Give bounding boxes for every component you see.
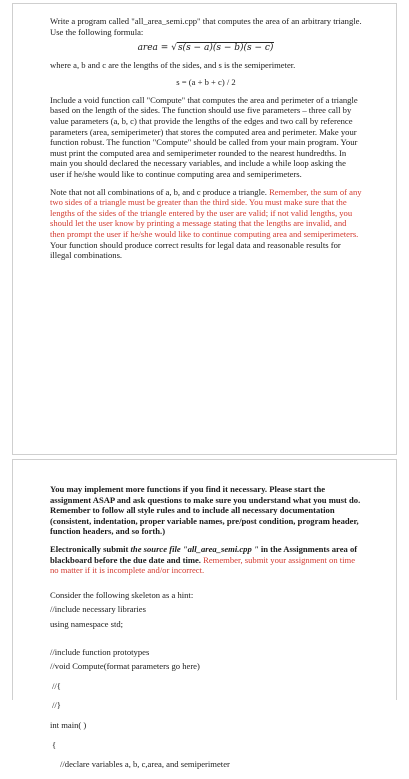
note-red-text: Remember, the sum of any two sides of a triangle must be greater than the third side. You must make sure that the lengths of the sides of the triangle entered by the user are valid; if not valid lengths, you should let the user know by printing a message stating that the lengths are invalid, and then prompt the user if he/she would like to continue computing area and semiperimeters. <box>50 186 362 239</box>
intro-paragraph: Write a program called "all_area_semi.cpp" that computes the area of an arbitrary triangle. Use the following formula: <box>50 16 362 37</box>
semiperimeter-formula: s = (a + b + c) / 2 <box>176 76 236 87</box>
submit-paragraph <box>50 544 362 576</box>
note-end-text: Your function should produce correct results for legal data and reasonable results for illegal combinations. <box>50 239 341 261</box>
page-2-content <box>50 484 362 779</box>
code-line: { <box>52 739 57 750</box>
submit-text-b: the source file "all_area_semi.cpp " <box>130 543 259 554</box>
document-page-1 <box>12 3 397 455</box>
code-line: //{ <box>52 680 61 691</box>
submit-text-c: in the Assignments area of blackboard before the due date and time. <box>50 543 358 565</box>
code-line: //} <box>52 700 61 711</box>
instructions-bold-paragraph: You may implement more functions if you find it necessary. Please start the assignment ASAP and ask questions to make sure you understand what you must do. Remember to follow all style rules and to include all necessary documentation (consistent, indentation, proper variable names, pre/post condition, program header, function headers, and so forth.) <box>50 484 361 537</box>
where-sentence: where a, b and c are the lengths of the sides, and s is the semiperimeter. <box>50 60 296 71</box>
submit-red-text: Remember, submit your assignment on time no matter if it is incomplete and/or incorrect. <box>50 554 356 576</box>
code-line: //declare variables a, b, c,area, and semiperimeter <box>60 759 230 770</box>
page-1-content <box>50 16 362 261</box>
area-formula <box>50 43 362 53</box>
code-line: int main( ) <box>50 719 87 730</box>
code-skeleton <box>50 590 362 770</box>
code-line: //void Compute(format parameters go here) <box>50 661 200 672</box>
note-paragraph <box>50 187 362 261</box>
skeleton-hint: Consider the following skeleton as a hint: <box>50 589 194 600</box>
code-line: //include necessary libraries <box>50 604 146 615</box>
submit-text-a: Electronically submit <box>50 543 131 554</box>
document-page-2 <box>12 459 397 770</box>
code-line: //include function prototypes <box>50 646 150 657</box>
radical-sign: √ <box>171 43 177 54</box>
compute-paragraph: Include a void function call "Compute" that computes the area and perimeter of a triangle based on the length of the sides. The function should use five parameters – three call by value parameters (a, b, c) that provide the lengths of the edges and two call by reference parameters (area, semiperimeter) that stores the computed area and perimeter. Make your function robust. The function "Compute" should be called from your main program. Your must print the computed area and semiperimeter rounded to the nearest hundredths. In main you should declared the necessary variables, and include a while loop asking the user if he/she would like to continue computing area and semiperimeters. <box>50 94 358 179</box>
formula-radicand: s(s − a)(s − b)(s − c) <box>177 43 274 54</box>
note-text: Note that not all combinations of a, b, and c produce a triangle. <box>50 186 270 197</box>
formula-lhs: area = <box>137 43 172 54</box>
code-line: using namespace std; <box>50 618 124 629</box>
